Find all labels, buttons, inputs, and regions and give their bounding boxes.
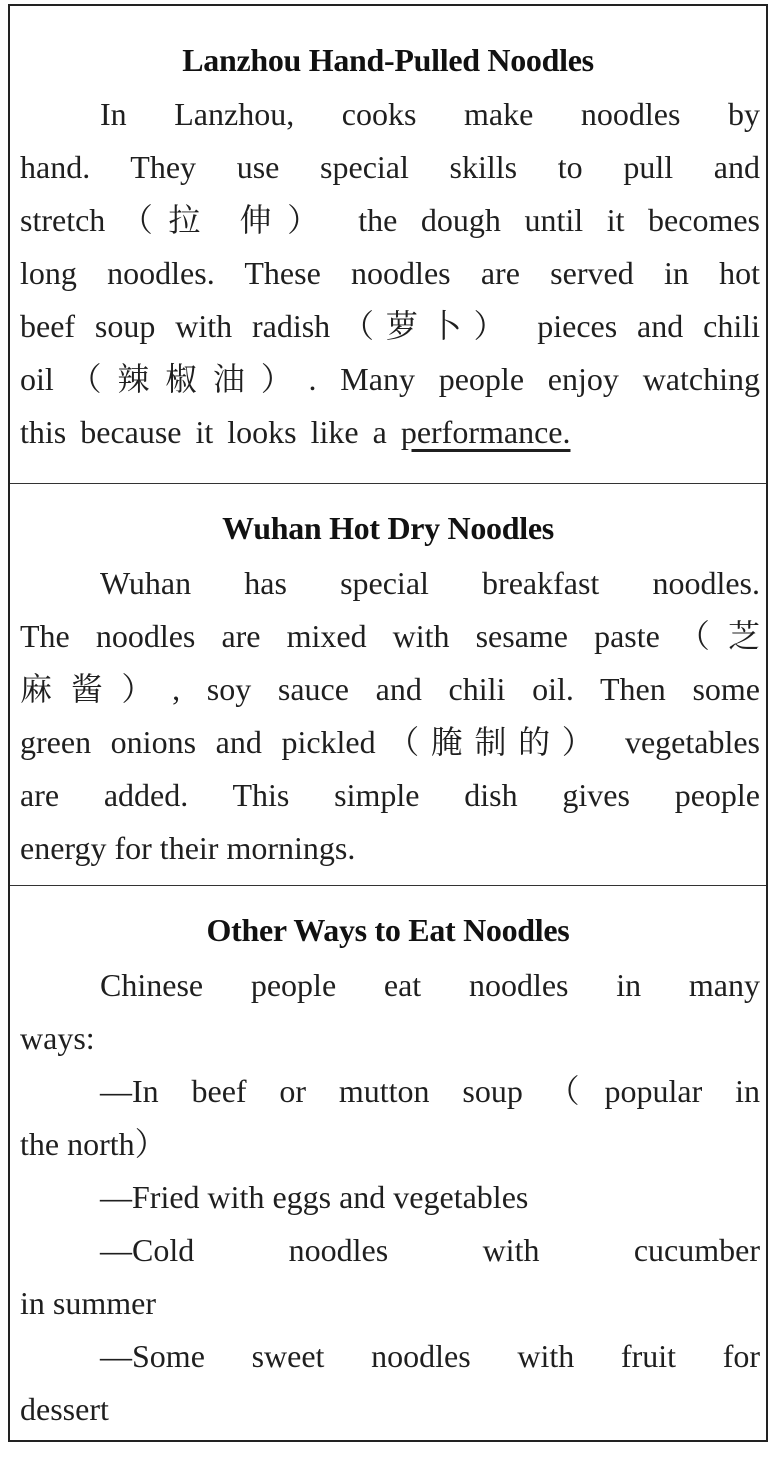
paragraph-line: beef soup with radish（萝卜） pieces and chili: [20, 308, 760, 344]
paragraph-text: this because it looks like a: [20, 414, 387, 450]
paragraph-line: hand. They use special skills to pull and: [20, 149, 760, 185]
paragraph-line: long noodles. These noodles are served in hot: [20, 255, 760, 291]
list-item: —Some sweet noodles with fruit for: [100, 1338, 760, 1374]
paragraph-line: Wuhan has special breakfast noodles.: [100, 565, 760, 601]
paragraph-line: green onions and pickled（腌制的） vegetables: [20, 724, 760, 760]
paragraph-line: energy for their mornings.: [20, 830, 356, 866]
article-box: [8, 4, 768, 1442]
paragraph-line: stretch（拉 伸） the dough until it becomes: [20, 202, 760, 238]
paragraph-line: 麻酱）, soy sauce and chili oil. Then some: [20, 671, 760, 707]
section-wuhan: [10, 484, 766, 886]
list-item: —Fried with eggs and vegetables: [100, 1179, 529, 1215]
paragraph-line: oil（辣椒油）. Many people enjoy watching: [20, 361, 760, 397]
list-item-continued: dessert: [20, 1391, 109, 1427]
underlined-word: performance.: [400, 414, 571, 450]
paragraph-line: Chinese people eat noodles in many: [100, 967, 760, 1003]
list-item-continued: the north）: [20, 1126, 167, 1162]
section-title: Other Ways to Eat Noodles: [206, 912, 570, 948]
paragraph-line: ways:: [20, 1020, 95, 1056]
paragraph-line-last: [20, 412, 760, 452]
section-lanzhou: [10, 6, 766, 484]
paragraph-line: are added. This simple dish gives people: [20, 777, 760, 813]
section-title: Wuhan Hot Dry Noodles: [222, 510, 554, 546]
list-item-continued: in summer: [20, 1285, 156, 1321]
list-item: —Cold noodles with cucumber: [100, 1232, 760, 1268]
paragraph-line: In Lanzhou, cooks make noodles by: [100, 96, 760, 132]
section-title: Lanzhou Hand-Pulled Noodles: [182, 42, 594, 78]
list-item: —In beef or mutton soup（popular in: [100, 1073, 760, 1109]
section-other-ways: [10, 886, 766, 1442]
paragraph-line: The noodles are mixed with sesame paste（芝: [20, 618, 760, 654]
